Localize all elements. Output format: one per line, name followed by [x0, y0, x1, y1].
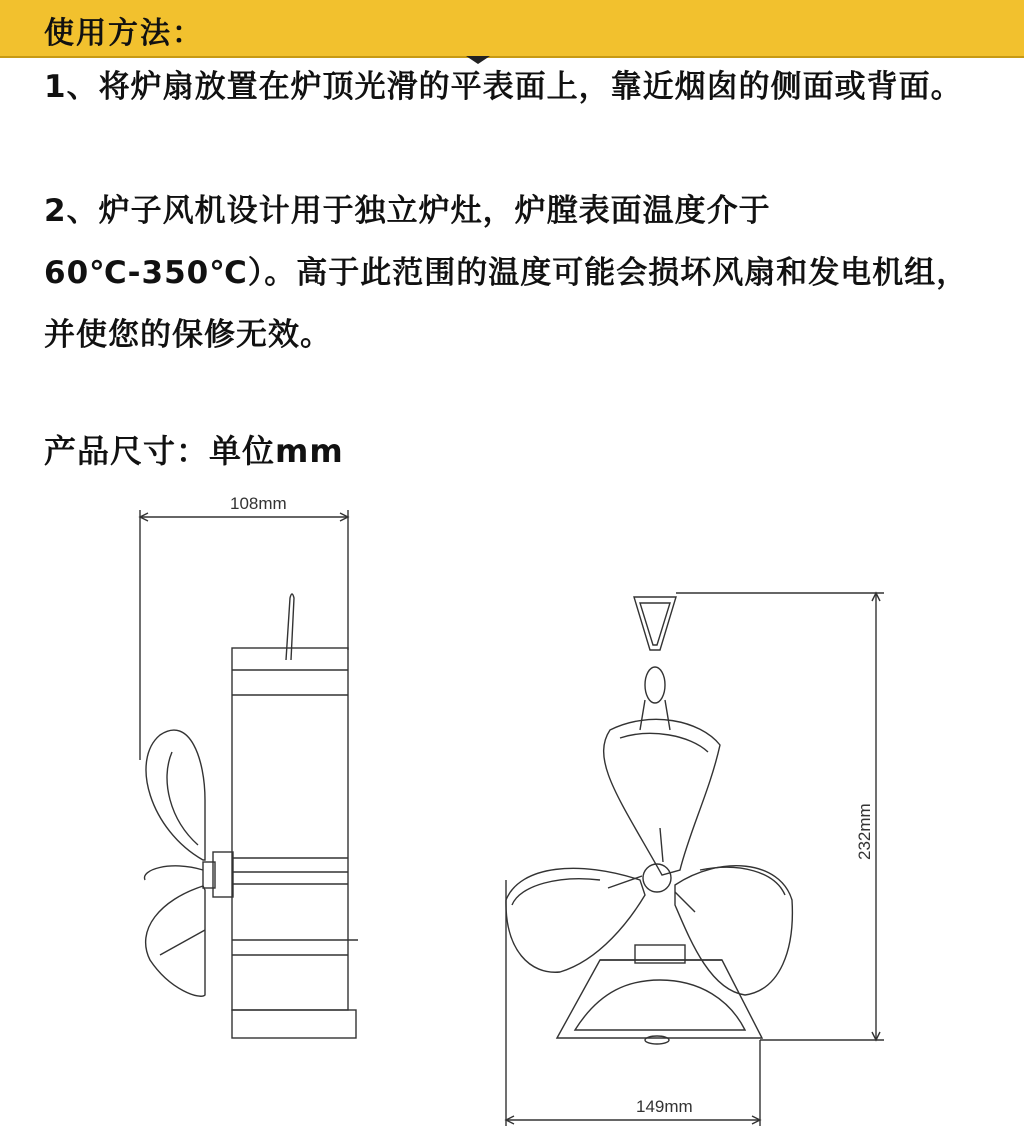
instruction-item-2: 2、炉子风机设计用于独立炉灶，炉膛表面温度介于60℃-350℃）。高于此范围的温度可能会损坏风扇和发电机组，并使您的保修无效。: [44, 193, 969, 353]
instruction-item-1: 1、将炉扇放置在炉顶光滑的平表面上，靠近烟囱的侧面或背面。: [44, 69, 963, 105]
side-view-drawing: [140, 510, 358, 1038]
header-title: 使用方法：: [44, 16, 204, 51]
front-view-drawing: [506, 593, 884, 1126]
side-width-label: 108mm: [230, 494, 287, 513]
front-width-label: 149mm: [636, 1097, 693, 1116]
front-height-label: 232mm: [855, 803, 874, 860]
size-heading: 产品尺寸：单位mm: [44, 432, 344, 470]
